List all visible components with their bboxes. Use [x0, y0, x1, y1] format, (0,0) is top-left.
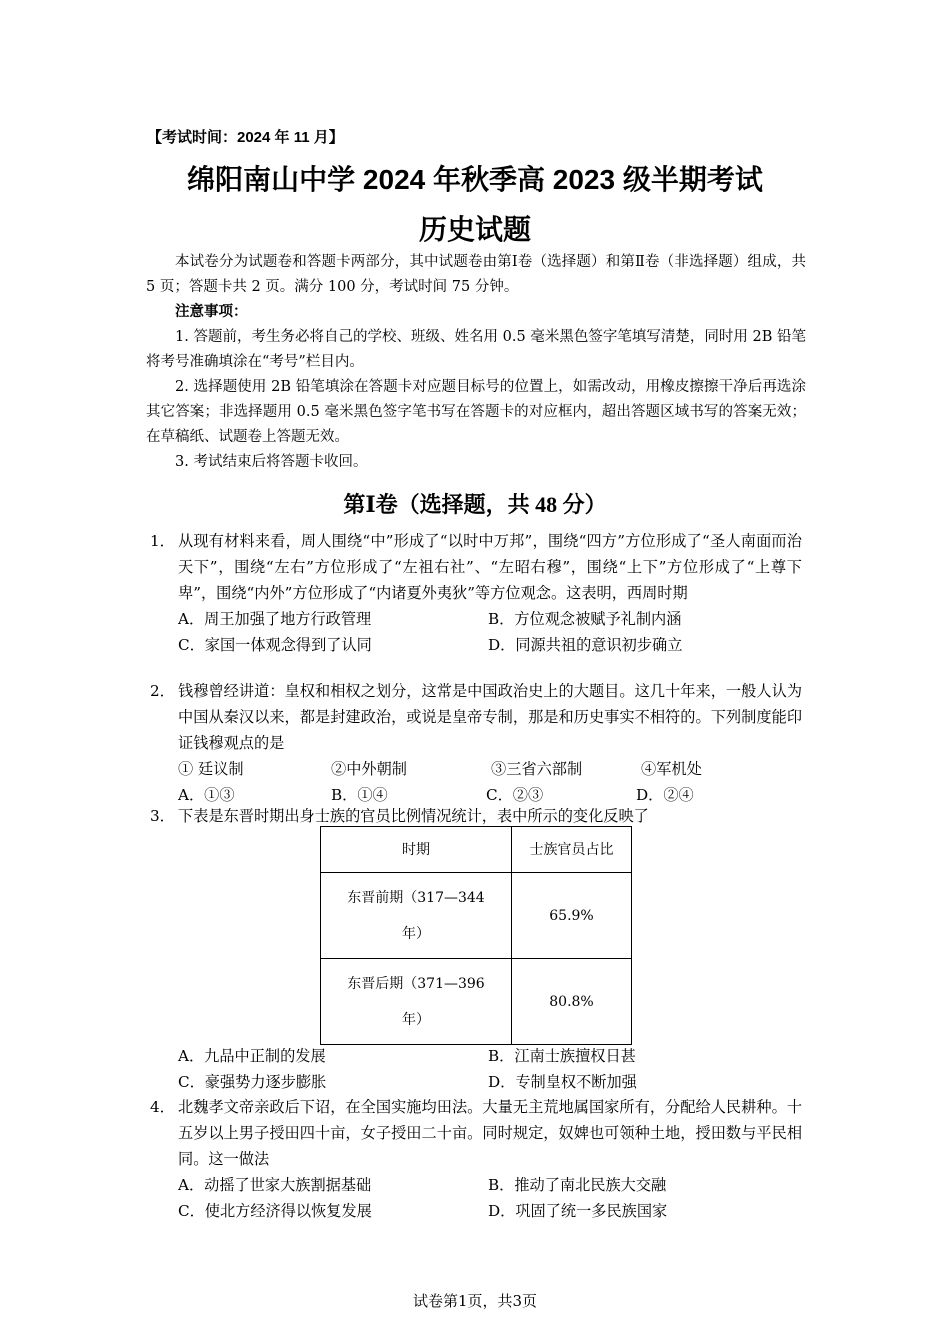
notice-item-1: 1. 答题前，考生务必将自己的学校、班级、姓名用 0.5 毫米黑色签字笔填写清楚，同时用 2B 铅笔将考号准确填涂在“考号”栏目内。	[146, 329, 806, 370]
page-footer: 试卷第1页，共3页	[412, 1292, 538, 1310]
question-stem: 北魏孝文帝亲政后下诏，在全国实施均田法。大量无主荒地属国家所有，分配给人民耕种。十五岁以上男子授田四十亩，女子授田二十亩。同时规定，奴婢也可领种土地，授田数与平民相同。这一做法	[178, 1098, 802, 1168]
notice-item-2: 2. 选择题使用 2B 铅笔填涂在答题卡对应题目标号的位置上，如需改动，用橡皮擦擦干净后再选涂其它答案；非选择题用 0.5 毫米黑色签字笔书写在答题卡的对应框内，超出答题区域书写的答案无效；在草稿纸、试题卷上答题无效。	[146, 379, 806, 445]
intro-paragraph: 本试卷分为试题卷和答题卡两部分，其中试题卷由第Ⅰ卷（选择题）和第Ⅱ卷（非选择题）组成，共 5 页；答题卡共 2 页。满分 100 分，考试时间 75 分钟。	[146, 254, 806, 295]
table-row	[321, 959, 632, 1045]
option-d[interactable]: D．巩固了统一多民族国家	[488, 1202, 668, 1220]
option-row	[178, 632, 802, 658]
item-1: ① 廷议制	[178, 760, 244, 778]
period-line-1: 东晋后期（371—396	[347, 975, 485, 992]
table-row	[321, 873, 632, 959]
option-a[interactable]: A．①③	[178, 786, 235, 804]
option-b[interactable]: B．江南士族擅权日甚	[488, 1047, 636, 1065]
period-line-2: 年）	[402, 925, 430, 942]
option-b[interactable]: B．方位观念被赋予礼制内涵	[488, 610, 682, 628]
question-number: 3．	[150, 807, 175, 825]
option-a[interactable]: A．九品中正制的发展	[178, 1047, 326, 1065]
option-d[interactable]: D．②④	[636, 786, 694, 804]
option-d[interactable]: D．同源共祖的意识初步确立	[488, 636, 683, 654]
option-row	[178, 606, 802, 632]
exam-title: 绵阳南山中学 2024 年秋季高 2023 级半期考试	[187, 164, 763, 195]
notice-label	[175, 300, 835, 325]
option-b[interactable]: B．推动了南北民族大交融	[488, 1176, 667, 1194]
option-c[interactable]: C．豪强势力逐步膨胀	[178, 1073, 327, 1091]
option-c[interactable]: C．使北方经济得以恢复发展	[178, 1202, 372, 1220]
official-ratio-table	[320, 826, 632, 1045]
exam-time: 【考试时间：2024 年 11 月】	[147, 129, 344, 146]
question-1	[150, 528, 802, 658]
option-c[interactable]: C．②③	[486, 786, 544, 804]
notice-item-3: 3. 考试结束后将答题卡收回。	[175, 454, 368, 470]
question-number: 1．	[150, 532, 175, 550]
period-line-2: 年）	[402, 1011, 430, 1028]
exam-subtitle: 历史试题	[418, 214, 531, 245]
option-d[interactable]: D．专制皇权不断加强	[488, 1073, 637, 1091]
table-header-row	[321, 827, 632, 873]
period-line-1: 东晋前期（317—344	[347, 889, 485, 906]
section-title: 第Ⅰ卷（选择题，共 48 分）	[343, 492, 607, 517]
question-number: 2．	[150, 682, 175, 700]
item-row	[178, 756, 802, 782]
table-header-cell: 时期	[321, 827, 512, 873]
option-row	[178, 1043, 802, 1069]
option-row	[178, 1069, 802, 1095]
item-4: ④军机处	[641, 760, 702, 778]
item-3: ③三省六部制	[491, 760, 583, 778]
question-number: 4．	[150, 1098, 175, 1116]
question-2	[150, 678, 802, 808]
option-b[interactable]: B．①④	[331, 786, 388, 804]
question-stem: 从现有材料来看，周人围绕“中”形成了“以时中万邦”，围绕“四方”方位形成了“圣人南面而治天下”，围绕“左右”方位形成了“左祖右社”、“左昭右穆”，围绕“上下”方位形成了“上尊下卑”，围绕“内外”方位形成了“内诸夏外夷狄”等方位观念。这表明，西周时期	[178, 532, 802, 602]
question-3-options	[150, 1043, 802, 1095]
table-cell-period	[321, 873, 512, 959]
option-a[interactable]: A．周王加强了地方行政管理	[178, 610, 372, 628]
notice-label-text: 注意事项：	[175, 304, 248, 320]
table-cell-period	[321, 959, 512, 1045]
option-row	[178, 1172, 802, 1198]
table-cell-ratio: 80.8%	[512, 959, 632, 1045]
option-a[interactable]: A．动摇了世家大族割据基础	[178, 1176, 372, 1194]
table-header-cell: 士族官员占比	[512, 827, 632, 873]
table-cell-ratio: 65.9%	[512, 873, 632, 959]
option-c[interactable]: C．家国一体观念得到了认同	[178, 636, 372, 654]
option-row	[178, 1198, 802, 1224]
question-stem: 钱穆曾经讲道：皇权和相权之划分，这常是中国政治史上的大题目。这几十年来，一般人认为中国从秦汉以来，都是封建政治，或说是皇帝专制，那是和历史事实不相符的。下列制度能印证钱穆观点的是	[178, 682, 802, 752]
question-stem: 下表是东晋时期出身士族的官员比例情况统计，表中所示的变化反映了	[178, 807, 649, 825]
question-4	[150, 1094, 802, 1224]
item-2: ②中外朝制	[331, 760, 407, 778]
